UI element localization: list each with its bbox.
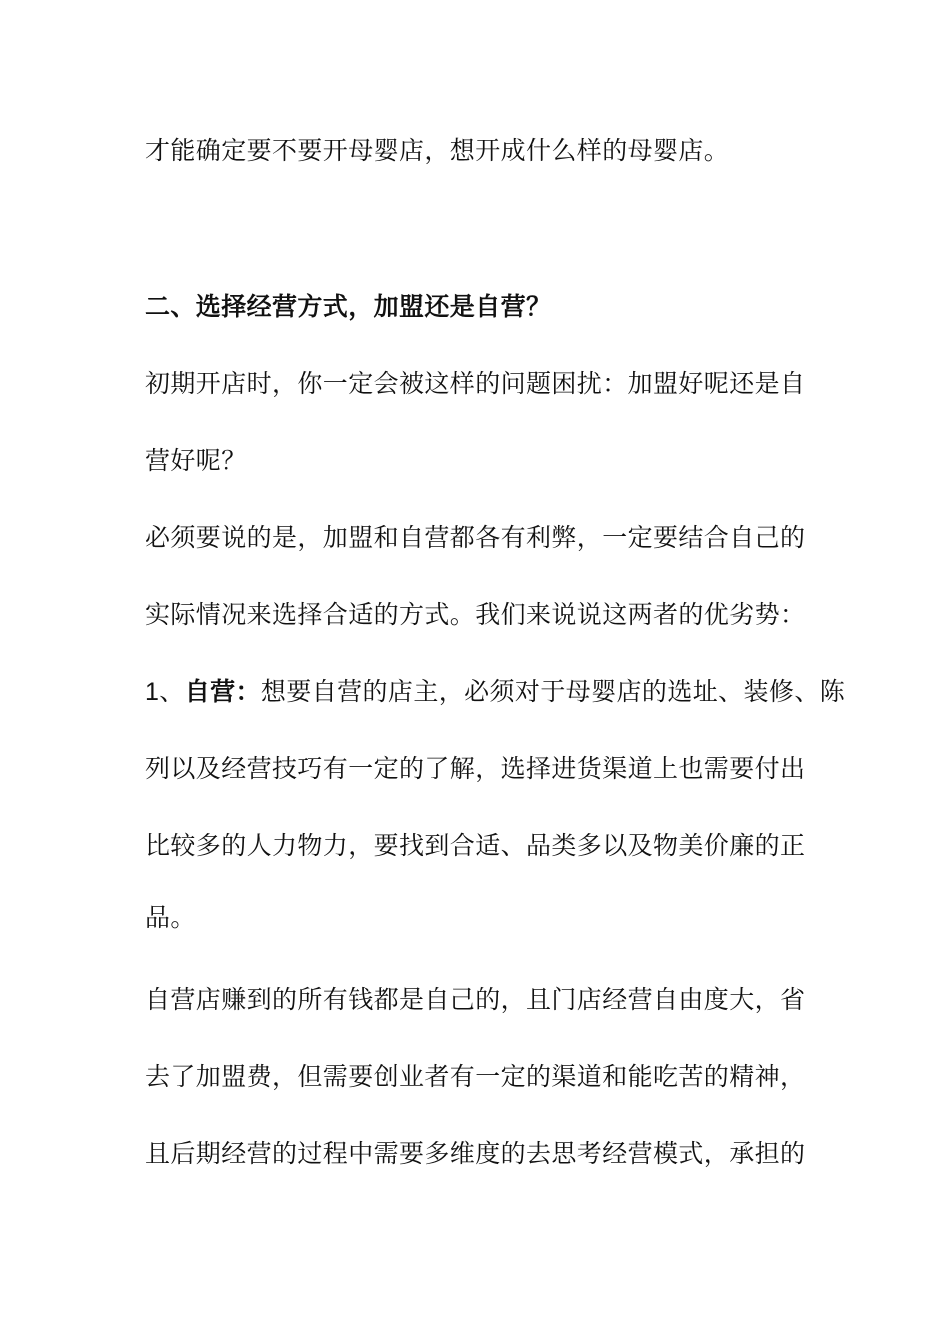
paragraph-line: 去了加盟费，但需要创业者有一定的渠道和能吃苦的精神，	[145, 1062, 806, 1091]
paragraph-line: 营好呢？	[145, 446, 247, 475]
list-item-text: 想要自营的店主，必须对于母婴店的选址、装修、陈	[260, 677, 846, 706]
list-item-line	[145, 674, 846, 710]
paragraph-line: 自营店赚到的所有钱都是自己的，且门店经营自由度大，省	[145, 985, 806, 1014]
list-item-label: 自营：	[184, 677, 261, 706]
section-heading: 二、选择经营方式，加盟还是自营？	[145, 292, 552, 321]
paragraph-line: 且后期经营的过程中需要多维度的去思考经营模式，承担的	[145, 1139, 806, 1168]
paragraph-line: 品。	[145, 903, 196, 932]
paragraph-line: 比较多的人力物力，要找到合适、品类多以及物美价廉的正	[145, 831, 806, 860]
paragraph-line: 才能确定要不要开母婴店，想开成什么样的母婴店。	[145, 136, 730, 165]
paragraph-line: 实际情况来选择合适的方式。我们来说说这两者的优劣势：	[145, 600, 806, 629]
paragraph-line: 初期开店时，你一定会被这样的问题困扰：加盟好呢还是自	[145, 369, 806, 398]
paragraph-line: 列以及经营技巧有一定的了解，选择进货渠道上也需要付出	[145, 754, 806, 783]
paragraph-line: 必须要说的是，加盟和自营都各有利弊，一定要结合自己的	[145, 523, 806, 552]
list-item-number: 1、	[145, 678, 185, 706]
